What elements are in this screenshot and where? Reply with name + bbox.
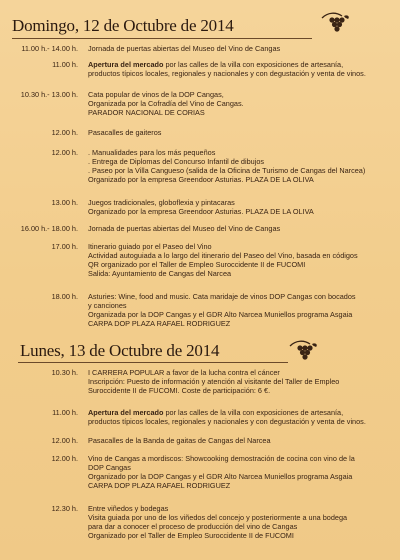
- entry-line: Jornada de puertas abiertas del Museo del Vino de Cangas: [88, 224, 281, 233]
- entry-line: Organizado por la empresa Greendoor Asturias. PLAZA DE LA OLIVA: [88, 175, 314, 184]
- entry-line: [88, 60, 388, 69]
- entry-line: Organizada por la Cofradía del Vino de Cangas.: [88, 99, 244, 108]
- entry-description: [88, 128, 388, 137]
- entry-description: [88, 198, 388, 216]
- day-divider: [12, 38, 312, 39]
- entry-description: [88, 148, 388, 184]
- entry-time: 12.00 h.: [51, 436, 78, 445]
- entry-line: productos típicos locales, regionales y nacionales y con degustación y venta de vinos.: [88, 69, 366, 78]
- entry-line: Juegos tradicionales, globoflexia y pintacaras: [88, 198, 235, 207]
- entry-line: . Entrega de Diplomas del Concurso Infantil de dibujos: [88, 157, 265, 166]
- grapes-icon: [318, 10, 352, 34]
- entry-line: Organizado por la empresa Greendoor Asturias. PLAZA DE LA OLIVA: [88, 207, 314, 216]
- entry-description: [88, 368, 388, 395]
- entry-line: Vino de Cangas a mordiscos: Showcooking demostración de cocina con vino de la: [88, 454, 355, 463]
- entry-line: Pasacalles de la Banda de gaitas de Cangas del Narcea: [88, 436, 271, 445]
- entry-description: [88, 436, 388, 445]
- entry-line: I CARRERA POPULAR a favor de la lucha contra el cáncer: [88, 368, 280, 377]
- entry-line: . Paseo por la Villa Cangueso (salida de la Oficina de Turismo de Cangas del Narcea): [88, 166, 366, 175]
- entry-description: [88, 454, 388, 490]
- entry-line: . Manualidades para los más pequeños: [88, 148, 216, 157]
- entry-description: [88, 44, 388, 53]
- entry-time: 17.00 h.: [51, 242, 78, 251]
- entry-time: 18.00 h.: [51, 292, 78, 301]
- entry-time: 11.00 h.: [52, 60, 78, 69]
- entry-line: Jornada de puertas abiertas del Museo del Vino de Cangas: [88, 44, 281, 53]
- entry-highlight: Apertura del mercado: [88, 60, 164, 69]
- entry-line: Asturies: Wine, food and music. Cata maridaje de vinos DOP Cangas con bocados: [88, 292, 356, 301]
- entry-line: Inscripción: Puesto de información y atención al visitante del Taller de Empleo: [88, 377, 340, 386]
- entry-line: productos típicos locales, regionales y nacionales y con degustación y venta de vinos.: [88, 417, 366, 426]
- entry-description: [88, 60, 388, 78]
- entry-line: Entre viñedos y bodegas: [88, 504, 169, 513]
- entry-highlight: Apertura del mercado: [88, 408, 164, 417]
- entry-line: Organizada por la DOP Cangas y el GDR Alto Narcea Muniellos programa Asgaia: [88, 310, 353, 319]
- entry-line: Actividad autoguiada a lo largo del itinerario del Paseo del Vino, basada en códigos: [88, 251, 358, 260]
- entry-time: 10.30 h.: [51, 368, 78, 377]
- entry-description: [88, 504, 388, 540]
- entry-time: 10.30 h.- 13.00 h.: [20, 90, 78, 99]
- entry-line: CARPA DOP PLAZA RAFAEL RODRIGUEZ: [88, 481, 231, 490]
- entry-line: Cata popular de vinos de la DOP Cangas,: [88, 90, 224, 99]
- grapes-icon: [286, 338, 320, 362]
- entry-line: Itinerario guiado por el Paseo del Vino: [88, 242, 212, 251]
- day-title-monday: Lunes, 13 de Octubre de 2014: [20, 341, 220, 360]
- entry-line: QR organizado por el Taller de Empleo Suroccidente II de FUCOMI: [88, 260, 306, 269]
- entry-line: Salida: Ayuntamiento de Cangas del Narcea: [88, 269, 232, 278]
- entry-time: 11.00 h.- 14.00 h.: [21, 44, 78, 53]
- entry-line: Pasacalles de gaiteros: [88, 128, 162, 137]
- entry-description: [88, 408, 388, 426]
- entry-line-rest: por las calles de la villa con exposiciones de artesanía,: [163, 408, 344, 417]
- entry-line-rest: por las calles de la villa con exposiciones de artesanía,: [163, 60, 344, 69]
- day-title-sunday: Domingo, 12 de Octubre de 2014: [12, 16, 234, 35]
- entry-time: 16.00 h.- 18.00 h.: [20, 224, 78, 233]
- entry-time: 13.00 h.: [51, 198, 78, 207]
- entry-line: Organizado por la DOP Cangas y el GDR Alto Narcea Muniellos programa Asgaia: [88, 472, 353, 481]
- entry-line: Suroccidente II de FUCOMI. Coste de participación: 6 €.: [88, 386, 271, 395]
- entry-time: 12.30 h.: [51, 504, 78, 513]
- entry-line: PARADOR NACIONAL DE CORIAS: [88, 108, 205, 117]
- entry-line: CARPA DOP PLAZA RAFAEL RODRIGUEZ: [88, 319, 231, 328]
- entry-time: 12.00 h.: [51, 454, 78, 463]
- entry-description: [88, 242, 388, 278]
- entry-line: Visita guiada por uno de los viñedos del concejo y posteriormente a una bodega: [88, 513, 348, 522]
- entry-line: [88, 408, 388, 417]
- entry-description: [88, 292, 388, 328]
- entry-description: [88, 224, 388, 233]
- entry-line: para dar a conocer el proceso de producción del vino de Cangas: [88, 522, 298, 531]
- entry-line: y canciones: [88, 301, 127, 310]
- entry-time: 12.00 h.: [51, 148, 78, 157]
- day-divider: [18, 362, 288, 363]
- entry-time: 11.00 h.: [52, 408, 78, 417]
- entry-description: [88, 90, 388, 117]
- entry-line: Organizado por el Taller de Empleo Suroccidente II de FUCOMI: [88, 531, 294, 540]
- entry-line: DOP Cangas: [88, 463, 131, 472]
- entry-time: 12.00 h.: [51, 128, 78, 137]
